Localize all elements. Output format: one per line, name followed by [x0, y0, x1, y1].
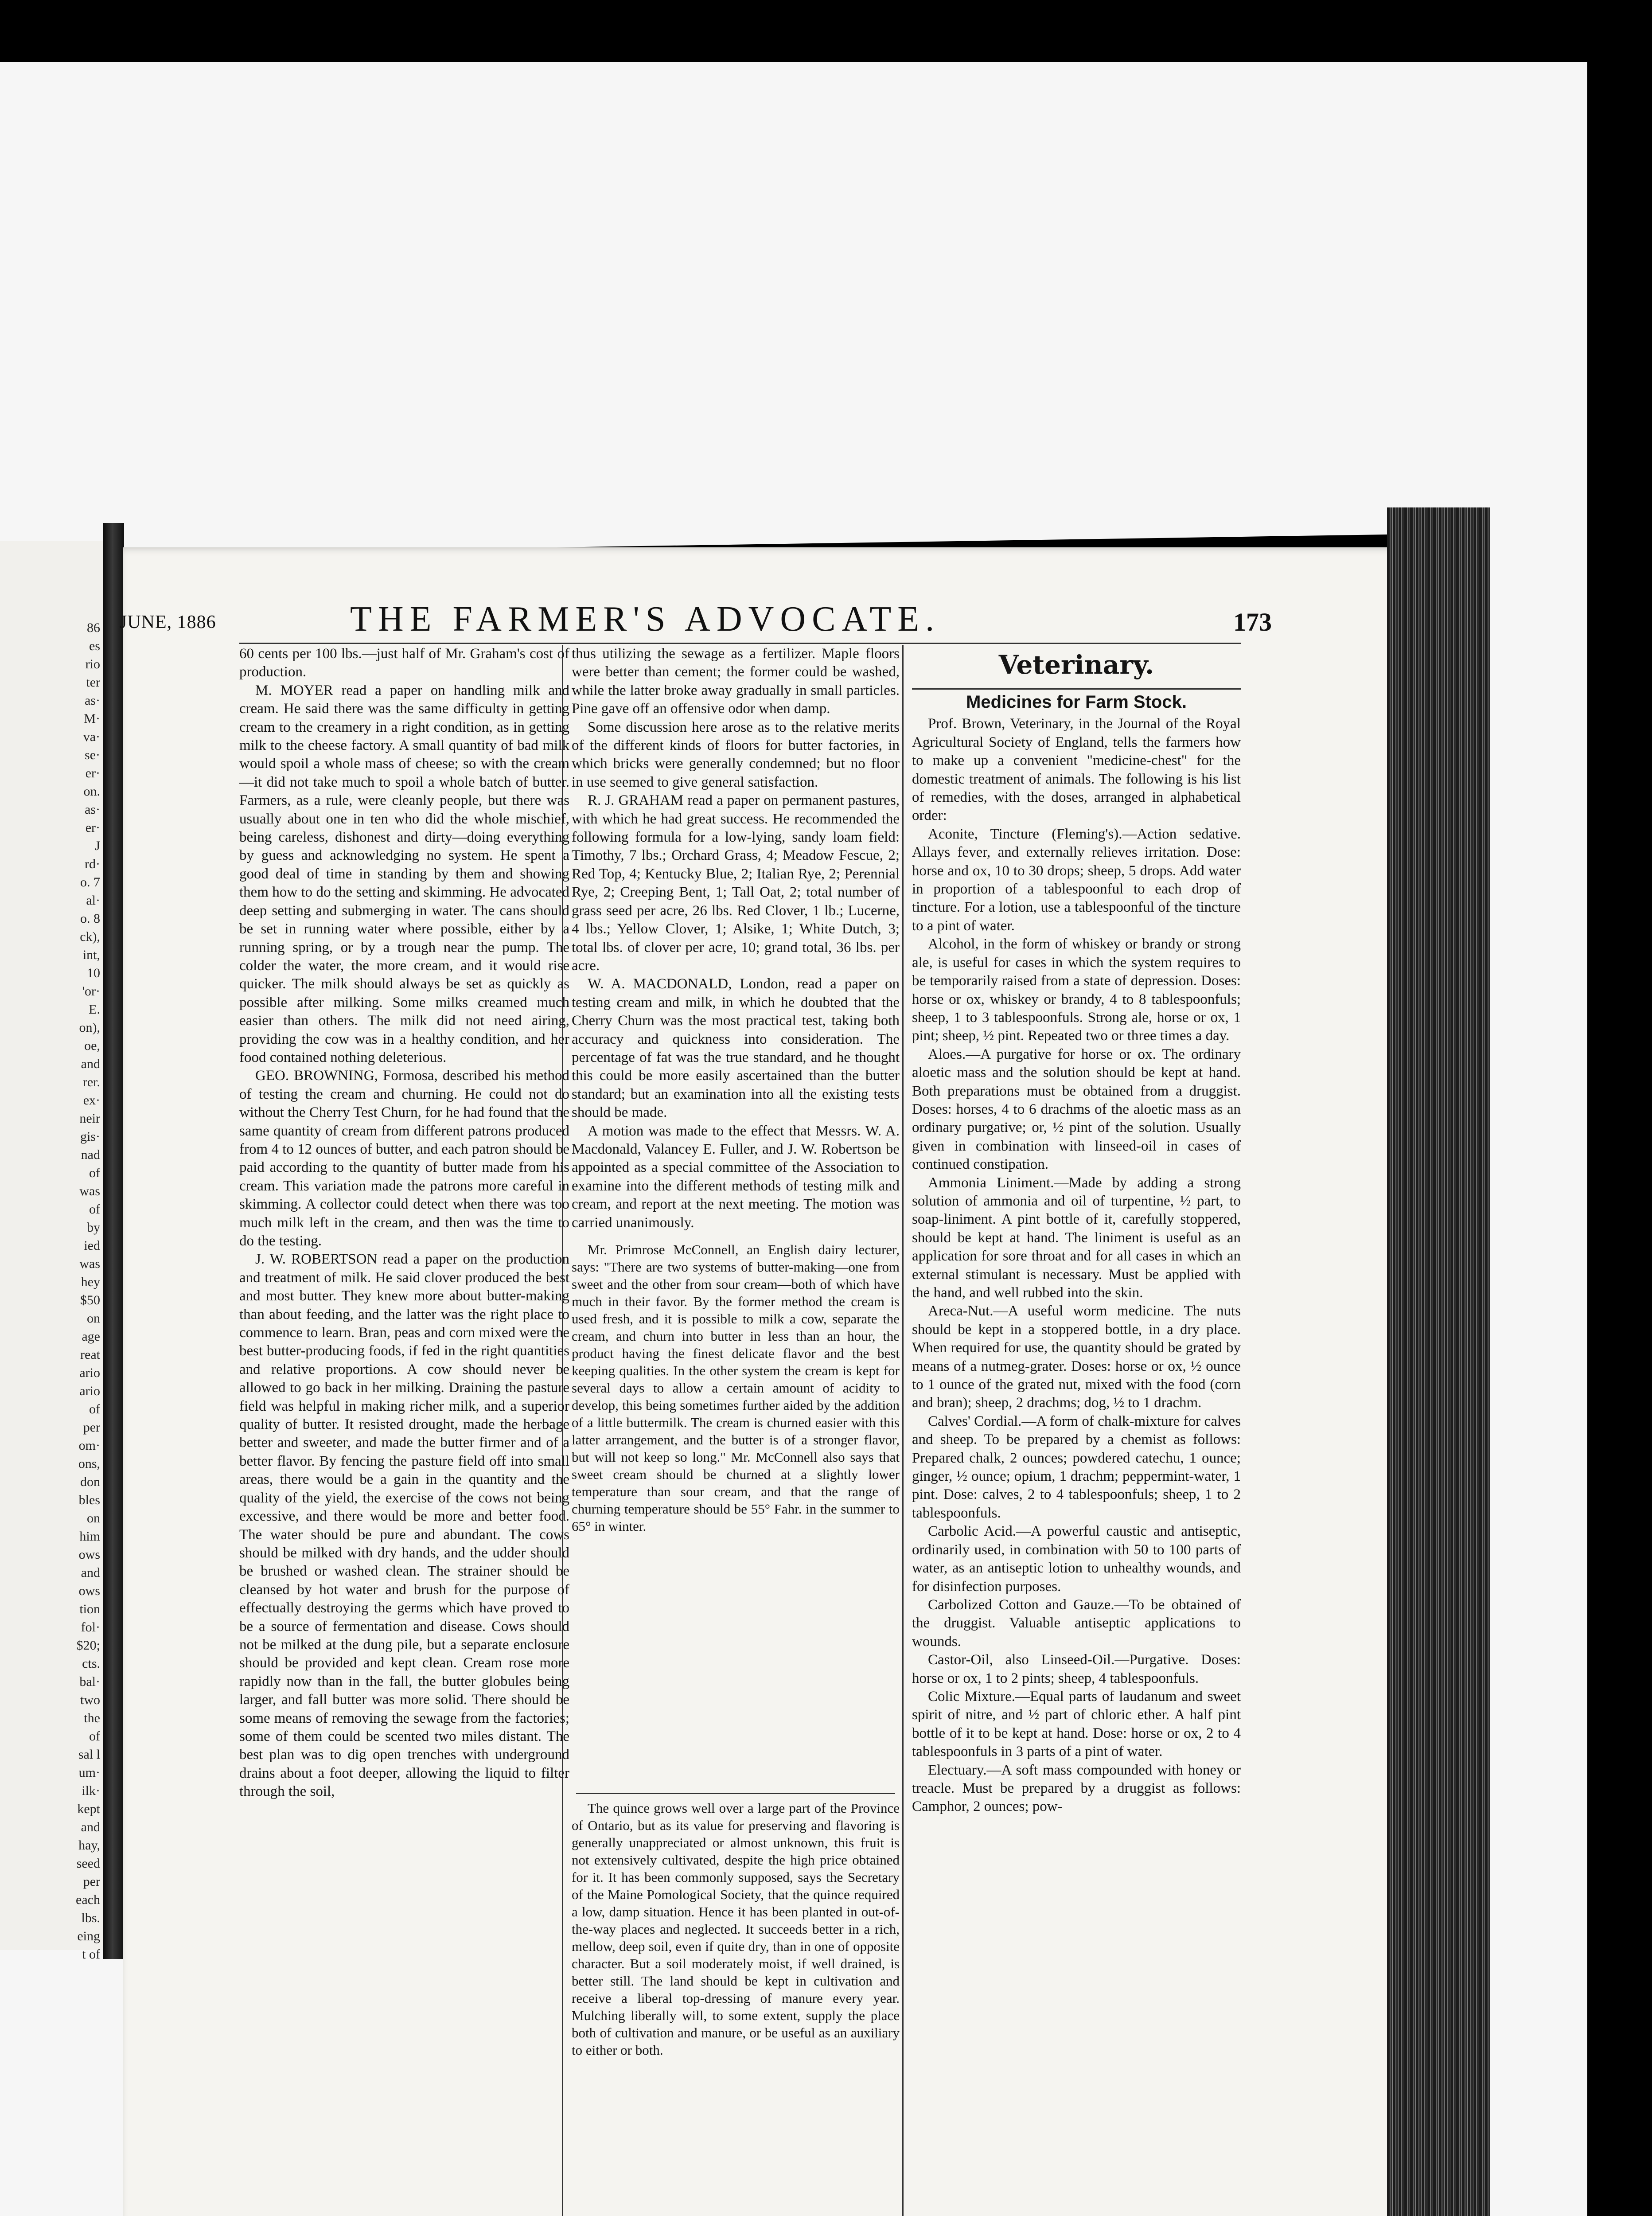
previous-page-text-fragment: ows	[78, 1584, 100, 1598]
scan-margin-left	[0, 1941, 123, 2216]
previous-page-text-fragment: cts.	[82, 1656, 100, 1671]
previous-page-text-fragment: 86	[87, 620, 100, 635]
column-rule	[902, 645, 904, 2216]
paragraph: Electuary.—A soft mass compounded with honey or treacle. Must be prepared by a druggist as follows: Camphor, 2 ounces; pow-	[912, 1762, 1241, 1815]
previous-page-text-fragment: M·	[84, 711, 100, 726]
previous-page-text-fragment: $20;	[76, 1638, 100, 1653]
section-heading: Veterinary.	[998, 650, 1154, 680]
paragraph: Mr. Primrose McConnell, an English dairy lecturer, says: "There are two systems of butter-making—one from sweet and the other from sour cream—both of which have much in their favor. By the former method the cream is used fresh, and it is possible to milk a cow, separate the cream, and churn into butter in less than an hour, the product having the finest delicate flavor and the best keeping qualities. In the other system the cream is kept for several days to allow a certain amount of acidity to develop, this being sometimes further aided by the addition of a little buttermilk. The cream is churned easier with this latter arrangement, and the butter is of a stronger flavor, but will not keep so long." Mr. McConnell also says that sweet cream should be churned at a slightly lower temperature than sour cream, and that the range of churning temperature should be 55° Fahr. in the summer to 65° in winter.	[572, 1242, 900, 1534]
paragraph: Alcohol, in the form of whiskey or brandy or strong ale, is useful for cases in which the system requires to be temporarily raised from a state of depression. Doses: horse or ox, whiskey or brandy, 4 to 8 tablespoonfuls; sheep, 1 to 3 tablespoonfuls. Strong ale, horse or ox, 1 pint; sheep, ½ pint. Repeated two or three times a day.	[912, 936, 1241, 1044]
previous-page-text-fragment: tion	[79, 1602, 100, 1616]
previous-page-text-fragment: eing	[77, 1929, 100, 1943]
previous-page-text-fragment: $50	[80, 1293, 100, 1307]
previous-page-text-fragment: ter	[86, 675, 100, 690]
previous-page-text-fragment: va·	[83, 730, 100, 744]
previous-page-text-fragment: on	[87, 1511, 100, 1525]
book-gutter	[103, 523, 124, 1959]
header-rule	[239, 643, 1241, 644]
page-number: 173	[1233, 608, 1272, 636]
previous-page-text-fragment: on),	[79, 1020, 100, 1035]
previous-page-text-fragment: E.	[89, 1002, 100, 1017]
paragraph: The quince grows well over a large part of the Province of Ontario, but as its value for preserving and flavoring is generally unappreciated or almost unknown, this fruit is not extensively cultivated, despite the high price obtained for it. It has been commonly supposed, says the Secretary of the Maine Pomological Society, that the quince required a low, damp situation. Hence it has been planted in out-of-the-way places and neglected. It succeeds better in a rich, mellow, deep soil, even if quite dry, than in one of opposite character. But a soil moderately moist, if well drained, is better still. The land should be kept in cultivation and receive a liberal top-dressing of manure every year. Mulching liberally will, to some extent, supply the place both of cultivation and manure, or be useful as an auxiliary to either or both.	[572, 1800, 900, 2058]
section-heading-box	[912, 649, 1241, 690]
previous-page-text-fragment: hey	[81, 1275, 100, 1289]
previous-page-text-fragment: him	[79, 1529, 100, 1544]
previous-page-text-fragment: nad	[81, 1147, 100, 1162]
previous-page-text-fragment: on	[87, 1311, 100, 1326]
previous-page-text-fragment: ario	[79, 1365, 100, 1380]
previous-page-text-fragment: ck),	[80, 929, 100, 944]
previous-page-text-fragment: ario	[79, 1384, 100, 1398]
previous-page-text-fragment: lbs.	[81, 1911, 100, 1925]
paragraph: GEO. BROWNING, Formosa, described his method of testing the cream and churning. He could not do without the Cherry Test Churn, for he had found that the same quantity of cream from different patrons produced from 4 to 12 ounces of butter, and each patron should be paid according to the quantity of butter made from his cream. This variation made the patrons more careful in skimming. A collector could detect when there was too much milk left in the cream, and then was the time to do the testing.	[239, 1068, 569, 1249]
previous-page-text-fragment: bles	[78, 1493, 100, 1507]
page-edges	[1387, 507, 1490, 2216]
paragraph: M. MOYER read a paper on handling milk and cream. He said there was the same difficulty in getting cream to the creamery in a right condition, as in getting milk to the cheese factory. A small quantity of bad milk would spoil a whole mass of cheese; so with the cream—it did not take much to spoil a whole batch of butter. Farmers, as a rule, were cleanly people, but there was usually about one in ten who did the whole mischief, being careless, dishonest and dirty—doing everything by guess and acknowledging no system. He spent a good deal of time in standing by them and showing them how to do the setting and skimming. He advocated deep setting and submerging in water. The cans should be set in running water where possible, either by a running spring, or by a trough near the pump. The colder the water, the more cream, and it would rise quicker. The milk should always be set as quickly as possible after milking. Some milks creamed much easier than others. The milk did not need airing, providing the cow was in a healthy condition, and her food contained nothing deleterious.	[239, 682, 569, 1065]
column-2	[572, 645, 900, 1535]
previous-page-text-fragment: int,	[82, 948, 100, 962]
previous-page-text-fragment: fol·	[81, 1620, 100, 1635]
previous-page-text-fragment: rd·	[85, 857, 100, 871]
previous-page-text-fragment: o. 7	[80, 875, 100, 890]
previous-page-text-fragment: was	[79, 1256, 100, 1271]
previous-page-text-fragment: J	[95, 839, 100, 853]
previous-page-text-fragment: the	[84, 1711, 100, 1725]
previous-page-text-fragment: se·	[85, 748, 100, 762]
previous-page-text-fragment: reat	[80, 1347, 100, 1362]
previous-page-text-fragment: and	[81, 1057, 100, 1071]
previous-page-text-fragment: and	[81, 1820, 100, 1834]
scan-margin-right	[1490, 62, 1587, 2216]
previous-page-text-fragment: oe,	[84, 1038, 100, 1053]
paragraph: Aconite, Tincture (Fleming's).—Action sedative. Allays fever, and externally relieves irritation. Dose: horse and ox, 10 to 30 drops; sheep, 5 drops. Add water in proportion of a tablespoonful to each drop of tincture. For a lotion, use a tablespoonful of the tincture to a pint of water.	[912, 826, 1241, 934]
paragraph: Castor-Oil, also Linseed-Oil.—Purgative. Doses: horse or ox, 1 to 2 pints; sheep, 4 tablespoonfuls.	[912, 1652, 1241, 1686]
paragraph: Carbolized Cotton and Gauze.—To be obtained of the druggist. Valuable antiseptic applications to wounds.	[912, 1596, 1241, 1650]
paragraph: Calves' Cordial.—A form of chalk-mixture for calves and sheep. To be prepared by a chemist as follows: Prepared chalk, 2 ounces; powdered catechu, 1 ounce; ginger, ½ ounce; opium, 1 drachm; peppermint-water, 1 pint. Dose: calves, 2 to 4 tablespoonfuls; sheep, 1 to 2 tablespoonfuls.	[912, 1413, 1241, 1521]
previous-page-text-fragment: rio	[85, 657, 100, 671]
previous-page-text-fragment: of	[89, 1166, 100, 1180]
paragraph: Some discussion here arose as to the relative merits of the different kinds of floors for butter factories, in which bricks were generally condemned; but no floor in use seemed to give general satisfaction.	[572, 719, 900, 790]
previous-page-text-fragment: of	[89, 1729, 100, 1744]
previous-page-text-fragment: neir	[79, 1111, 100, 1126]
paragraph: Aloes.—A purgative for horse or ox. The ordinary aloetic mass and the solution should be kept at hand. Both preparations must be obtained from a druggist. Doses: horses, 4 to 6 drachms of the aloetic mass as an ordinary purgative; or, ½ pint of the solution. Usually given in combination with linseed-oil in cases of continued constipation.	[912, 1046, 1241, 1173]
previous-page-text-fragment: as·	[85, 802, 100, 817]
previous-page-text-fragment: by	[87, 1220, 100, 1235]
section-rule	[576, 1793, 895, 1794]
previous-page-text-fragment: on.	[83, 784, 100, 799]
previous-page-text-fragment: sal l	[78, 1747, 100, 1762]
previous-page-text-fragment: 'or·	[82, 984, 100, 999]
previous-page-text-fragment: per	[83, 1874, 100, 1889]
column-1	[239, 645, 569, 1801]
previous-page-text-fragment: hay,	[78, 1838, 100, 1853]
previous-page-text-fragment: al·	[86, 893, 100, 908]
previous-page-text-fragment: ilk·	[82, 1783, 100, 1798]
previous-page-text-fragment: 10	[87, 966, 100, 980]
previous-page-text-fragment: gis·	[80, 1129, 100, 1144]
previous-page-text-fragment: bal·	[79, 1674, 100, 1689]
paragraph: Carbolic Acid.—A powerful caustic and antiseptic, ordinarily used, in combination with 50 to 100 parts of water, as an antiseptic lotion to unhealthy wounds, and for disinfection purposes.	[912, 1523, 1241, 1595]
previous-page-text-fragment: of	[89, 1402, 100, 1416]
previous-page-text-fragment: ows	[78, 1547, 100, 1562]
previous-page-text-fragment: t of	[82, 1947, 100, 1962]
paragraph: Areca-Nut.—A useful worm medicine. The nuts should be kept in a stoppered bottle, in a dry place. When required for use, the quantity should be grated by means of a nutmeg-grater. Doses: horse or ox, ½ ounce to 1 ounce of the grated nut, mixed with the food (corn and bran); sheep, 2 drachms; dog, ½ to 1 drachm.	[912, 1303, 1241, 1411]
previous-page-text-fragment: ex·	[83, 1093, 100, 1108]
previous-page-text-fragment: kept	[77, 1802, 100, 1816]
previous-page-text-fragment: um·	[78, 1765, 100, 1780]
page-header	[120, 594, 1272, 639]
previous-page-text-fragment: seed	[76, 1856, 100, 1871]
masthead-title: THE FARMER'S ADVOCATE.	[350, 600, 941, 639]
scan-margin-top	[0, 62, 1587, 554]
previous-page-text-fragment: two	[80, 1693, 100, 1707]
previous-page-text-fragment: each	[76, 1892, 100, 1907]
paragraph: thus utilizing the sewage as a fertilizer. Maple floors were better than cement; the former could be washed, while the latter broke away gradually in small particles. Pine gave off an offensive odor when damp.	[572, 646, 900, 717]
header-date: JUNE, 1886	[120, 612, 216, 632]
previous-page-text-fragment: as·	[85, 693, 100, 708]
previous-page-text-fragment: and	[81, 1565, 100, 1580]
previous-page-text-fragment: er·	[85, 820, 100, 835]
paragraph: Prof. Brown, Veterinary, in the Journal of the Royal Agricultural Society of England, tells the farmers how to make up a convenient "medicine-chest" for the domestic treatment of animals. The following is his list of remedies, with the doses, arranged in alphabetical order:	[912, 716, 1241, 824]
paragraph: R. J. GRAHAM read a paper on permanent pastures, with which he had great success. He recommended the following formula for a low-lying, sandy loam field: Timothy, 7 lbs.; Orchard Grass, 4; Meadow Fescue, 2; Red Top, 4; Kentucky Blue, 2; Italian Rye, 2; Perennial Rye, 2; Creeping Bent, 1; Tall Oat, 2; total number of grass seed per acre, 26 lbs. Red Clover, 1 lb.; Lucerne, 4 lbs.; Yellow Clover, 1; Alsike, 1; White Dutch, 3; total lbs. of clover per acre, 10; grand total, 36 lbs. per acre.	[572, 792, 900, 974]
section-divider	[572, 1232, 900, 1241]
previous-page-sliver	[0, 541, 103, 1962]
quince-article	[572, 1799, 900, 2059]
previous-page-text-fragment: er·	[85, 766, 100, 780]
previous-page-text-fragment: es	[89, 639, 100, 653]
paragraph: 60 cents per 100 lbs.—just half of Mr. Graham's cost of production.	[239, 646, 569, 680]
previous-page-text-fragment: rer.	[82, 1075, 100, 1089]
paragraph: Ammonia Liniment.—Made by adding a strong solution of ammonia and oil of turpentine, ½ part, to soap-liniment. A pint bottle of it, carefully stoppered, should be kept at hand. The liniment is useful as an application for sore throat and for all cases in which an external stimulant is necessary. Must be applied with the hand, and well rubbed into the skin.	[912, 1174, 1241, 1301]
previous-page-text-fragment: o. 8	[80, 911, 100, 926]
previous-page-text-fragment: ons,	[78, 1456, 100, 1471]
previous-page-text-fragment: ied	[84, 1238, 100, 1253]
previous-page-text-fragment: don	[80, 1475, 100, 1489]
paragraph: A motion was made to the effect that Messrs. W. A. Macdonald, Valancey E. Fuller, and J. W. Robertson be appointed as a special committee of the Association to examine into the different methods of testing milk and cream, and report at the next meeting. The motion was carried unanimously.	[572, 1123, 900, 1231]
article-subheading: Medicines for Farm Stock.	[966, 692, 1187, 712]
previous-page-text-fragment: om·	[78, 1438, 100, 1453]
previous-page-text-fragment: was	[79, 1184, 100, 1198]
previous-page-text-fragment: age	[82, 1329, 100, 1344]
paragraph: J. W. ROBERTSON read a paper on the production and treatment of milk. He said clover produced the best and most butter. They knew more about butter-making than about feeding, and the latter was the right place to commence to learn. Bran, peas and corn mixed were the best butter-producing foods, if fed in the right quantities and relative proportions. A cow should never be allowed to go back in her milking. Draining the pasture field was helpful in making richer milk, and a superior quality of butter. It resisted drought, made the herbage better and sweeter, and made the butter firmer and of a better flavor. By fencing the pasture field off into small areas, there would be a gain in the quantity and the quality of the yield, the exercise of the cows not being excessive, and there would be more and better food. The water should be pure and abundant. The cows should be milked with dry hands, and the udder should be brushed or washed clean. The strainer should be cleansed by hot water and brush for the purpose of effectually destroying the germs which have proved to be a source of fermentation and disease. Cows should not be milked at the dung pile, but a separate enclosure should be provided and kept clean. Cream rose more rapidly now than in the fall, the butter globules being larger, and fall butter was more solid. There should be some means of removing the sewage from the factories; some of them could be scented two miles distant. The best plan was to dig open trenches with underground drains about a foot deeper, allowing the liquid to filter through the soil,	[239, 1251, 569, 1800]
paragraph: Colic Mixture.—Equal parts of laudanum and sweet spirit of nitre, and ½ part of chloric ether. A half pint bottle of it to be kept at hand. Dose: horse or ox, 2 to 4 tablespoonfuls in 3 parts of a pint of water.	[912, 1688, 1241, 1760]
previous-page-text-fragment: per	[83, 1420, 100, 1435]
previous-page-text-fragment: of	[89, 1202, 100, 1217]
paragraph: W. A. MACDONALD, London, read a paper on testing cream and milk, in which he doubted that the Cherry Churn was the most practical test, taking both accuracy and quickness into consideration. The percentage of fat was the true standard, and he thought this could be more easily ascertained than the butter standard; but an examination into all the existing tests should be made.	[572, 976, 900, 1121]
column-3	[912, 645, 1241, 1816]
